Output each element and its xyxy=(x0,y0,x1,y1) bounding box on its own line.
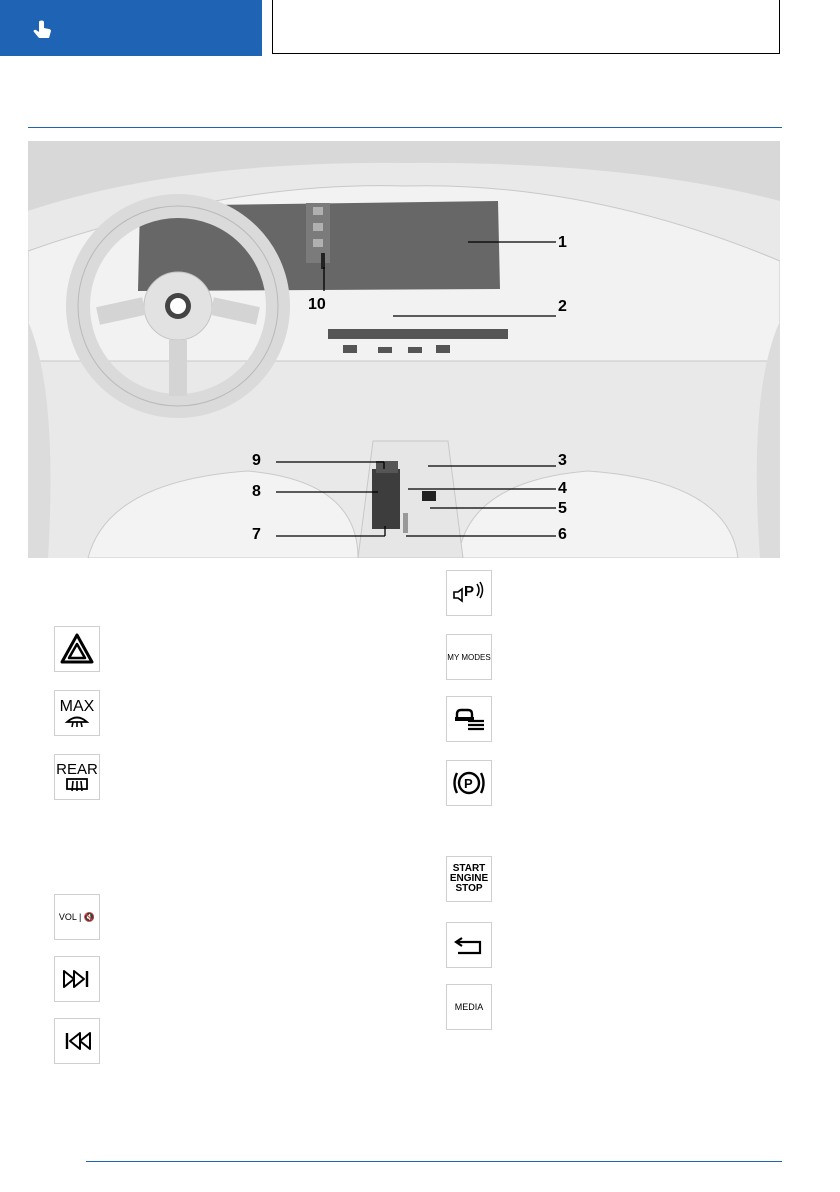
hazard-warning-icon xyxy=(54,626,100,672)
callout-1: 1 xyxy=(558,234,567,251)
rear-defrost-icon: REAR xyxy=(54,754,100,800)
hand-pointer-icon xyxy=(30,20,56,44)
callout-5: 5 xyxy=(558,500,567,517)
callout-8: 8 xyxy=(252,483,261,500)
next-track-icon xyxy=(54,956,100,1002)
media-icon: MEDIA xyxy=(446,984,492,1030)
my-modes-icon: MY MODES xyxy=(446,634,492,680)
parking-brake-icon xyxy=(446,760,492,806)
callout-6: 6 xyxy=(558,526,567,543)
callout-9: 9 xyxy=(252,452,261,469)
dashboard-illustration xyxy=(28,141,780,558)
svg-text:P: P xyxy=(464,776,473,791)
callout-10: 10 xyxy=(308,296,326,313)
back-icon xyxy=(446,922,492,968)
svg-text:P: P xyxy=(464,583,475,600)
callout-3: 3 xyxy=(558,452,567,469)
header-box xyxy=(272,0,780,54)
start-stop-icon: START ENGINE STOP xyxy=(446,856,492,902)
max-defrost-icon: MAX xyxy=(54,690,100,736)
park-assist-icon xyxy=(446,570,492,616)
callout-4: 4 xyxy=(558,480,567,497)
callout-7: 7 xyxy=(252,526,261,543)
callout-2: 2 xyxy=(558,298,567,315)
chapter-tab xyxy=(0,0,262,56)
dashboard-figure xyxy=(28,141,780,558)
previous-track-icon xyxy=(54,1018,100,1064)
volume-mute-icon: VOL | 🔇 xyxy=(54,894,100,940)
bottom-rule xyxy=(86,1161,782,1162)
driving-assist-icon xyxy=(446,696,492,742)
top-rule xyxy=(28,127,782,128)
